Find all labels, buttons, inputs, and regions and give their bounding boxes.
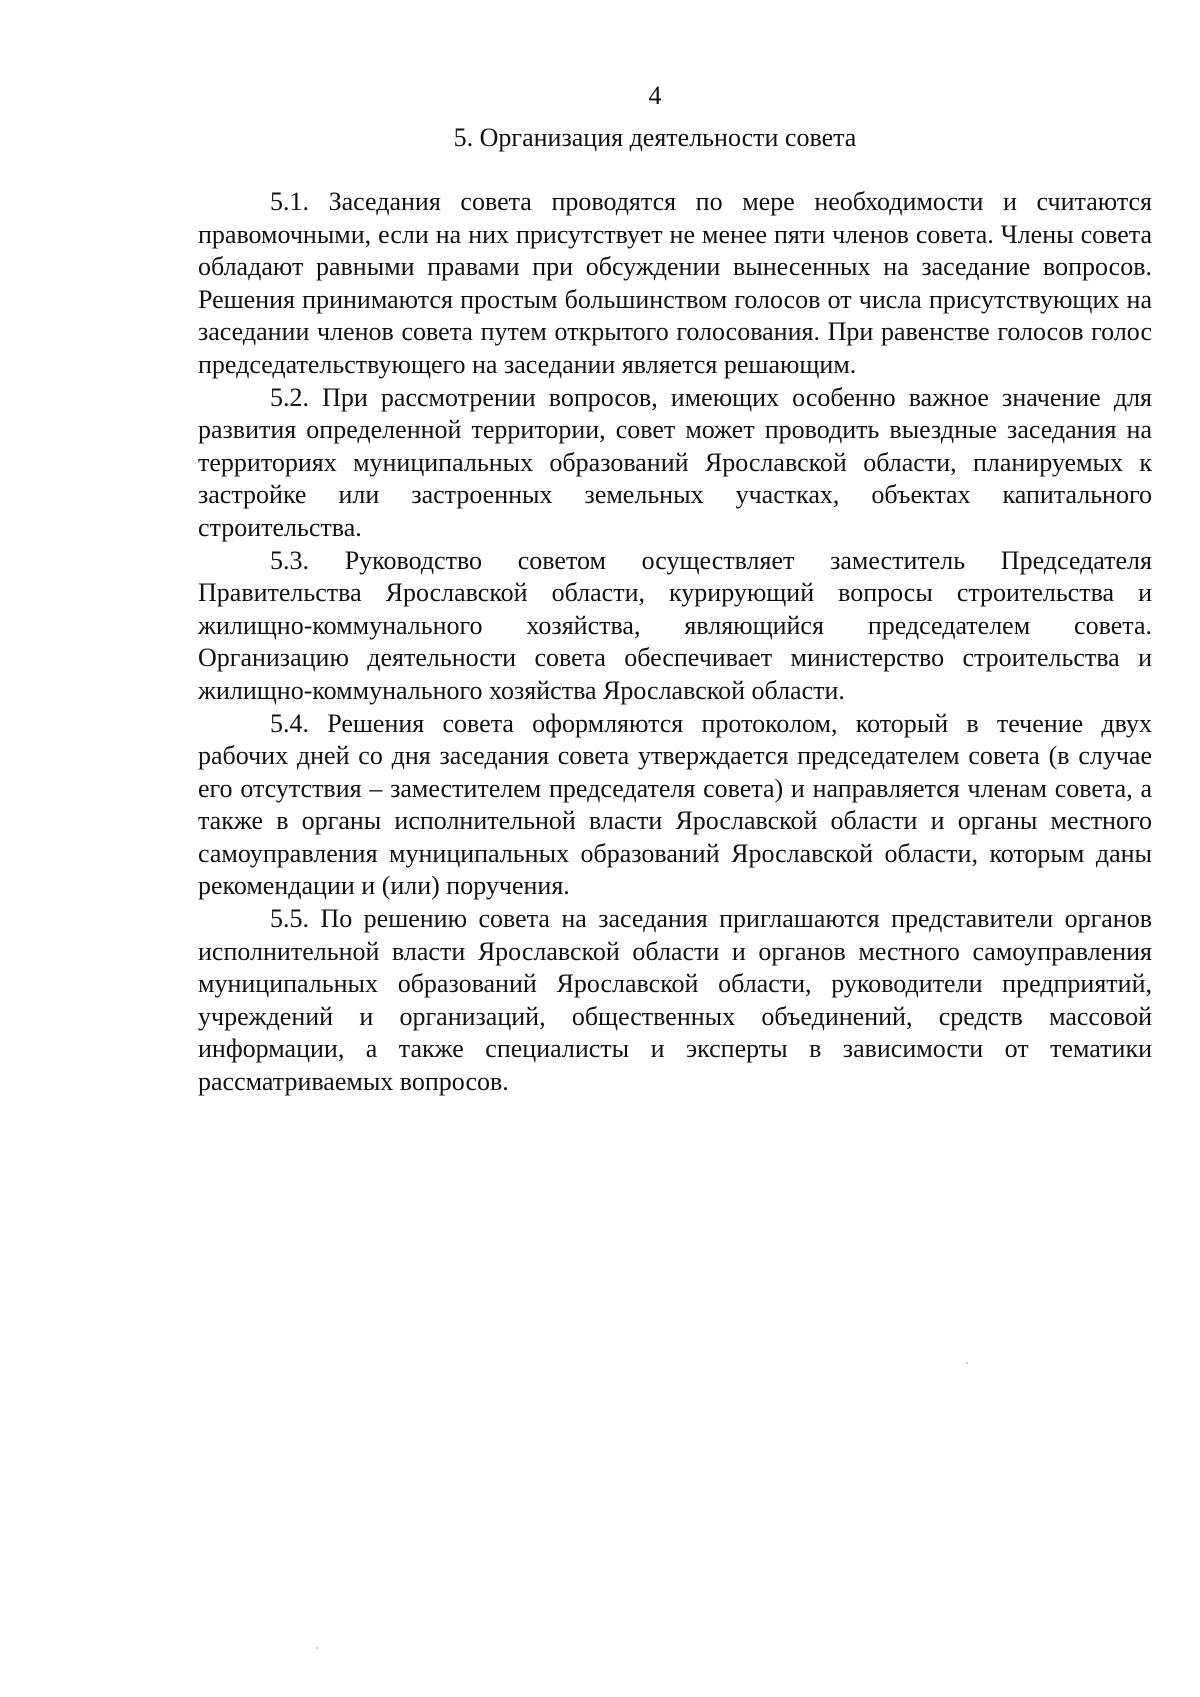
paragraph-5-1: 5.1. Заседания совета проводятся по мере необходимости и считаются правомочными, если на них присутствует не менее пяти членов совета. Члены совета обладают равными правами при обсуждении вынесенных на заседание вопросов. Решения принимаются простым большинством голосов от числа присутствующих на заседании членов совета путем открытого голосования. При равенстве голосов голос председательствующего на заседании является решающим. — [198, 187, 1152, 379]
page-number: 4 — [648, 81, 662, 110]
paragraph-5-5: 5.5. По решению совета на заседания приглашаются представители органов исполнительной власти Ярославской области и органов местного самоуправления муниципальных образований Ярославской области, руководители предприятий, учреждений и организаций, общественных объединений, средств массовой информации, а также специалисты и эксперты в зависимости от тематики рассматриваемых вопросов. — [198, 904, 1152, 1097]
paragraph-5-3: 5.3. Руководство советом осуществляет заместитель Председателя Правительства Ярославской области, курирующий вопросы строительства и жилищно-коммунального хозяйства, являющийся председателем совета. Организацию деятельности совета обеспечивает министерство строительства и жилищно-коммунального хозяйства Ярославской области. — [198, 545, 1152, 705]
paragraph-5-2: 5.2. При рассмотрении вопросов, имеющих особенно важное значение для развития определенной территории, совет может проводить выездные заседания на территориях муниципальных образований Ярославской области, планируемых к застройке или застроенных земельных участках, объектах капитального строительства. — [198, 382, 1152, 542]
scan-speck — [966, 1362, 968, 1364]
body-text — [198, 186, 1152, 1099]
paragraph-5-4: 5.4. Решения совета оформляются протоколом, который в течение двух рабочих дней со дня заседания совета утверждается председателем совета (в случае его отсутствия – заместителем председателя совета) и направляется членам совета, а также в органы исполнительной власти Ярославской области и органы местного самоуправления муниципальных образований Ярославской области, которым даны рекомендации и (или) поручения. — [198, 708, 1152, 901]
section-title: 5. Организация деятельности совета — [453, 123, 857, 152]
scan-speck — [316, 1647, 318, 1649]
